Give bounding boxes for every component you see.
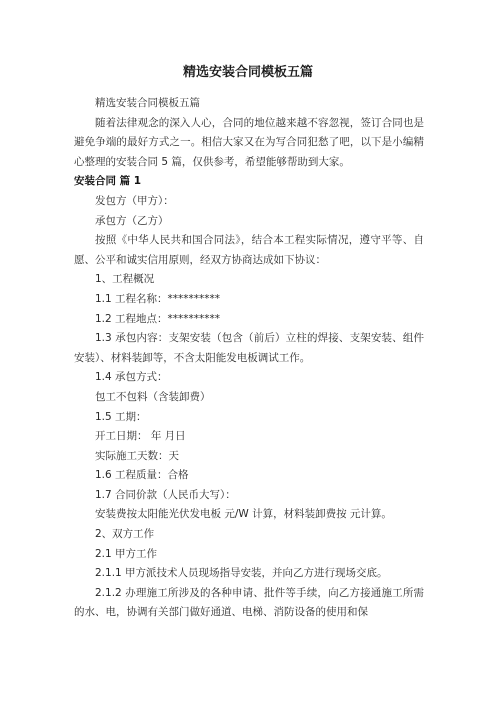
paragraph: 2.1.2 办理施工所涉及的各种申请、批件等手续，向乙方接通施工所需的水、电，协调有关部门做好通道、电梯、消防设备的使用和保: [74, 586, 424, 619]
paragraph: 精选安装合同模板五篇: [95, 97, 200, 109]
paragraph: 1.7 合同价款（人民币大写）：: [95, 488, 236, 501]
paragraph: 安装费按太阳能光伏发电板 元/W 计算，材料装卸费按 元计算。: [95, 508, 392, 521]
paragraph: 随着法律观念的深入人心，合同的地位越来越不容忽视，签订合同也是避免争端的最好方式之一。相信大家又在为写合同犯愁了吧，以下是小编精心整理的安装合同 5 篇，仅供参考，希望能够帮助到大家。: [74, 116, 424, 168]
paragraph: 2、双方工作: [95, 528, 155, 541]
paragraph: 承包方（乙方）: [95, 214, 169, 227]
paragraph: 1.4 承包方式：: [95, 371, 168, 384]
paragraph: 2.1.1 甲方派技术人员现场指导安装，并向乙方进行现场交底。: [95, 567, 388, 580]
section-heading: 安装合同 篇 1: [74, 175, 142, 188]
document-body: [74, 94, 424, 623]
paragraph: 1.2 工程地点：**********: [95, 312, 221, 325]
paragraph: 开工日期： 年 月日: [95, 430, 186, 443]
paragraph: 1、工程概况: [95, 273, 155, 286]
paragraph: 按照《中华人民共和国合同法》，结合本工程实际情况，遵守平等、自愿、公平和诚实信用原则，经双方协商达成如下协议：: [74, 234, 424, 266]
paragraph: 1.5 工期：: [95, 410, 147, 423]
paragraph: 包工不包料（含装卸费）: [95, 390, 211, 403]
paragraph: 1.1 工程名称：**********: [95, 292, 221, 305]
paragraph: 实际施工天数：天: [95, 449, 179, 462]
paragraph: 发包方（甲方）：: [95, 194, 174, 207]
document-title: 精选安装合同模板五篇: [182, 65, 313, 80]
paragraph: 1.6 工程质量：合格: [95, 469, 189, 482]
paragraph: 2.1 甲方工作: [95, 547, 158, 560]
paragraph: 1.3 承包内容：支架安装（包含（前后）立柱的焊接、支架安装、组件安装）、材料装卸等，不含太阳能发电板调试工作。: [74, 332, 424, 364]
